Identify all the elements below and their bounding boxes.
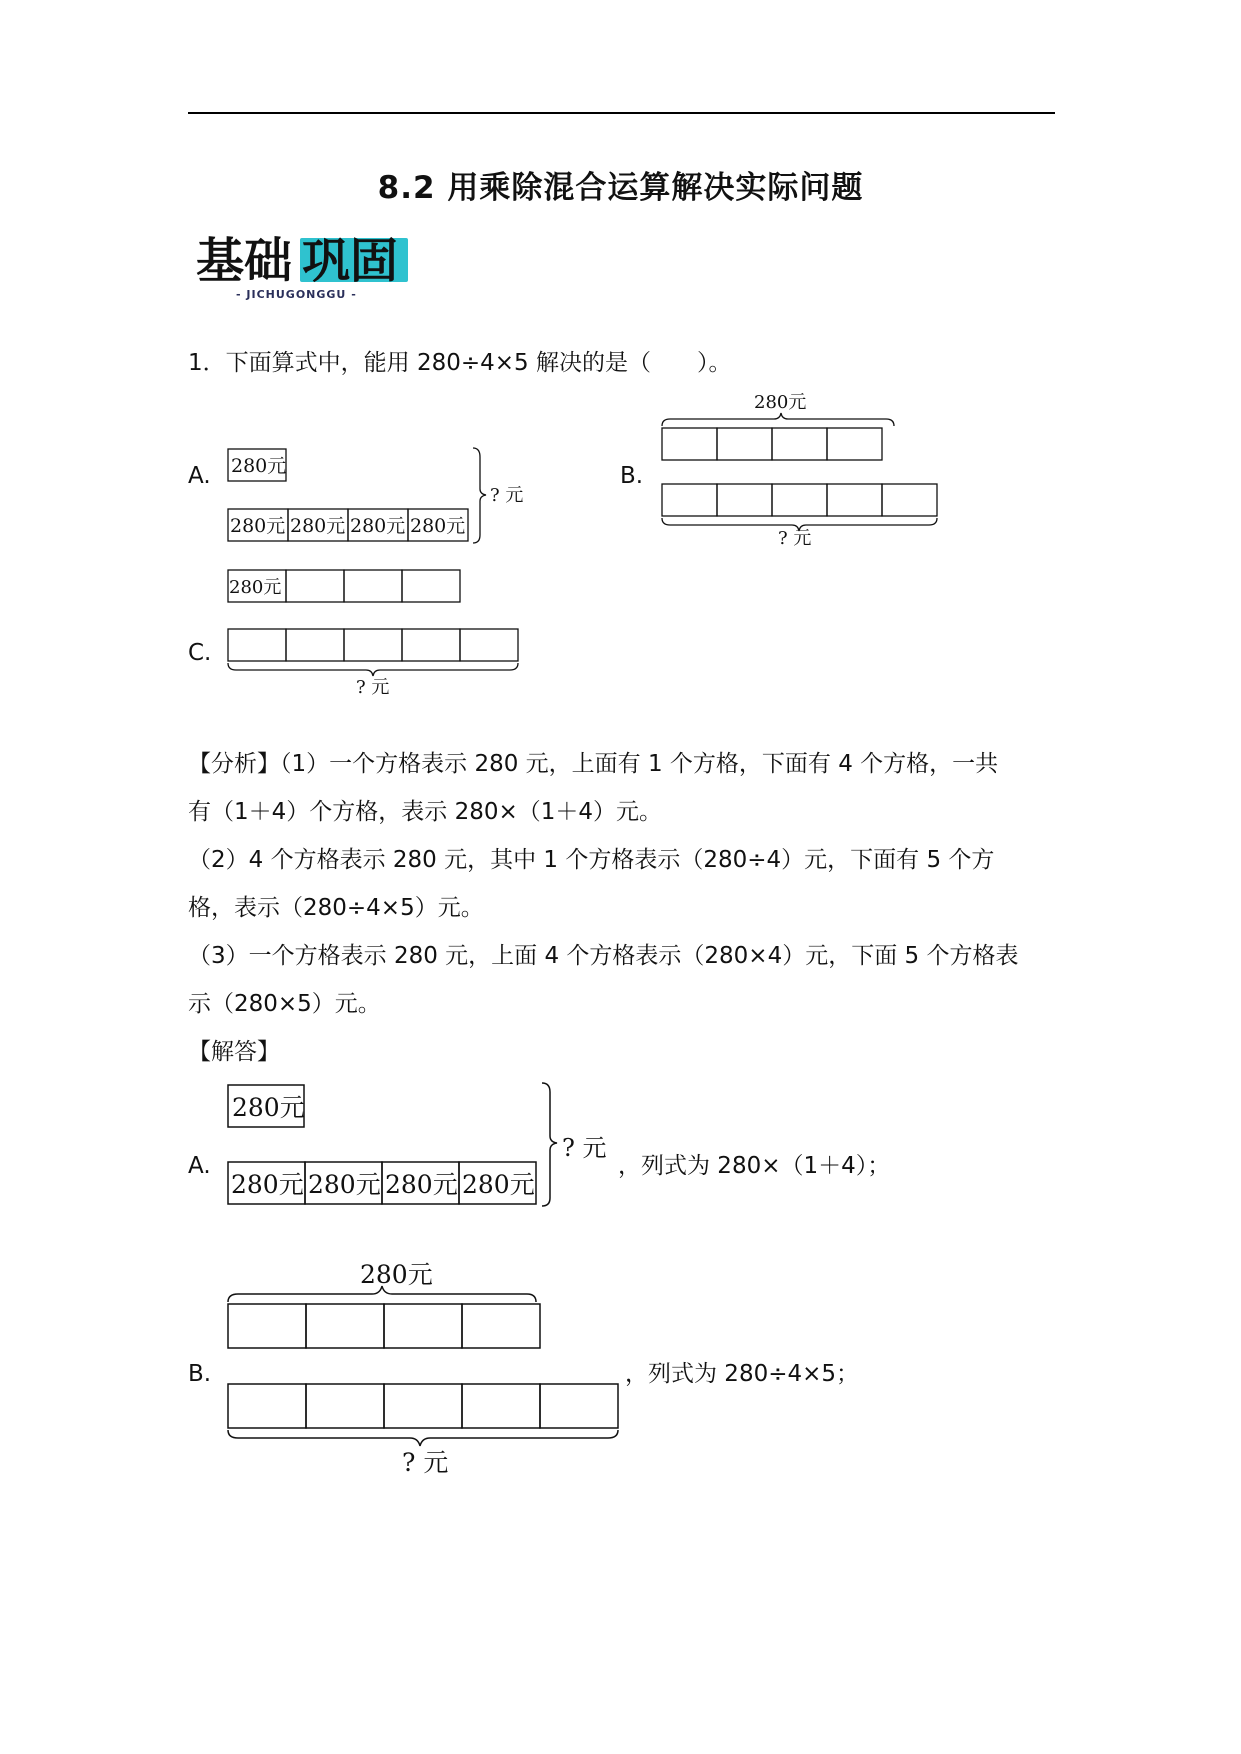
page-title: 8.2 用乘除混合运算解决实际问题 xyxy=(377,170,864,206)
analysis-line-2: 有（1＋4）个方格，表示 280×（1＋4）元。 xyxy=(188,799,663,825)
option-a-brace xyxy=(473,448,486,543)
option-a-top-box-label: 280元 xyxy=(231,455,287,477)
analysis-line-3: （2）4 个方格表示 280 元，其中 1 个方格表示（280÷4）元，下面有 5 个方 xyxy=(188,847,995,873)
option-b-label: B. xyxy=(620,463,644,489)
answer-b-top-brace xyxy=(228,1286,536,1302)
section-badge-graphic xyxy=(196,232,410,289)
option-c-bottom-brace xyxy=(228,663,518,676)
option-a-unknown: ? 元 xyxy=(490,485,524,506)
option-a-box-label: 280元 xyxy=(230,515,286,537)
option-a-label: A. xyxy=(188,463,211,489)
section-badge-subtitle: - JICHUGONGGU - xyxy=(236,288,357,301)
option-b-diagram xyxy=(650,388,950,548)
header-rule xyxy=(188,112,1055,114)
answer-a-unknown: ? 元 xyxy=(562,1134,607,1162)
option-a-box-label: 280元 xyxy=(350,515,406,537)
answer-a-box-label: 280元 xyxy=(385,1170,458,1199)
answer-a-box-label: 280元 xyxy=(462,1170,535,1199)
answer-a-top-box-label: 280元 xyxy=(232,1093,305,1122)
answer-b-diagram xyxy=(222,1256,632,1481)
option-c-box-label: 280元 xyxy=(229,577,282,598)
option-c-label: C. xyxy=(188,640,212,666)
answer-b-label: B. xyxy=(188,1361,212,1387)
section-badge-logo xyxy=(196,232,410,289)
question-stem: 1．下面算式中，能用 280÷4×5 解决的是（ ）。 xyxy=(188,350,732,376)
svg-text:基础: 基础 xyxy=(196,233,293,289)
answer-a-box-label: 280元 xyxy=(231,1170,304,1199)
analysis-line-5: （3）一个方格表示 280 元，上面 4 个方格表示（280×4）元，下面 5 个方格表 xyxy=(188,943,1019,969)
answer-b-unknown: ? 元 xyxy=(402,1448,449,1477)
option-c-unknown: ? 元 xyxy=(356,677,390,698)
option-b-total-label: 280元 xyxy=(754,392,807,413)
answer-a-brace xyxy=(542,1083,557,1206)
answer-b-expression: ，列式为 280÷4×5； xyxy=(625,1361,860,1387)
analysis-line-1: 【分析】（1）一个方格表示 280 元，上面有 1 个方格，下面有 4 个方格，一共 xyxy=(188,751,999,777)
svg-text:巩固: 巩固 xyxy=(302,233,399,289)
answer-b-bottom-brace xyxy=(228,1430,618,1446)
answer-a-box-label: 280元 xyxy=(308,1170,381,1199)
option-b-top-brace xyxy=(662,413,894,426)
analysis-line-6: 示（280×5）元。 xyxy=(188,991,381,1017)
answer-a-expression: ，列式为 280×（1＋4）； xyxy=(618,1153,891,1179)
answer-heading: 【解答】 xyxy=(188,1039,280,1065)
answer-a-diagram xyxy=(222,1080,622,1215)
analysis-line-4: 格，表示（280÷4×5）元。 xyxy=(188,895,484,921)
option-c-diagram xyxy=(220,565,520,705)
option-a-box-label: 280元 xyxy=(410,515,466,537)
option-a-box-label: 280元 xyxy=(290,515,346,537)
answer-b-total-label: 280元 xyxy=(360,1260,433,1289)
answer-a-label: A. xyxy=(188,1153,211,1179)
option-b-unknown: ? 元 xyxy=(778,528,812,549)
section-badge xyxy=(196,232,416,304)
option-a-diagram xyxy=(220,445,524,550)
